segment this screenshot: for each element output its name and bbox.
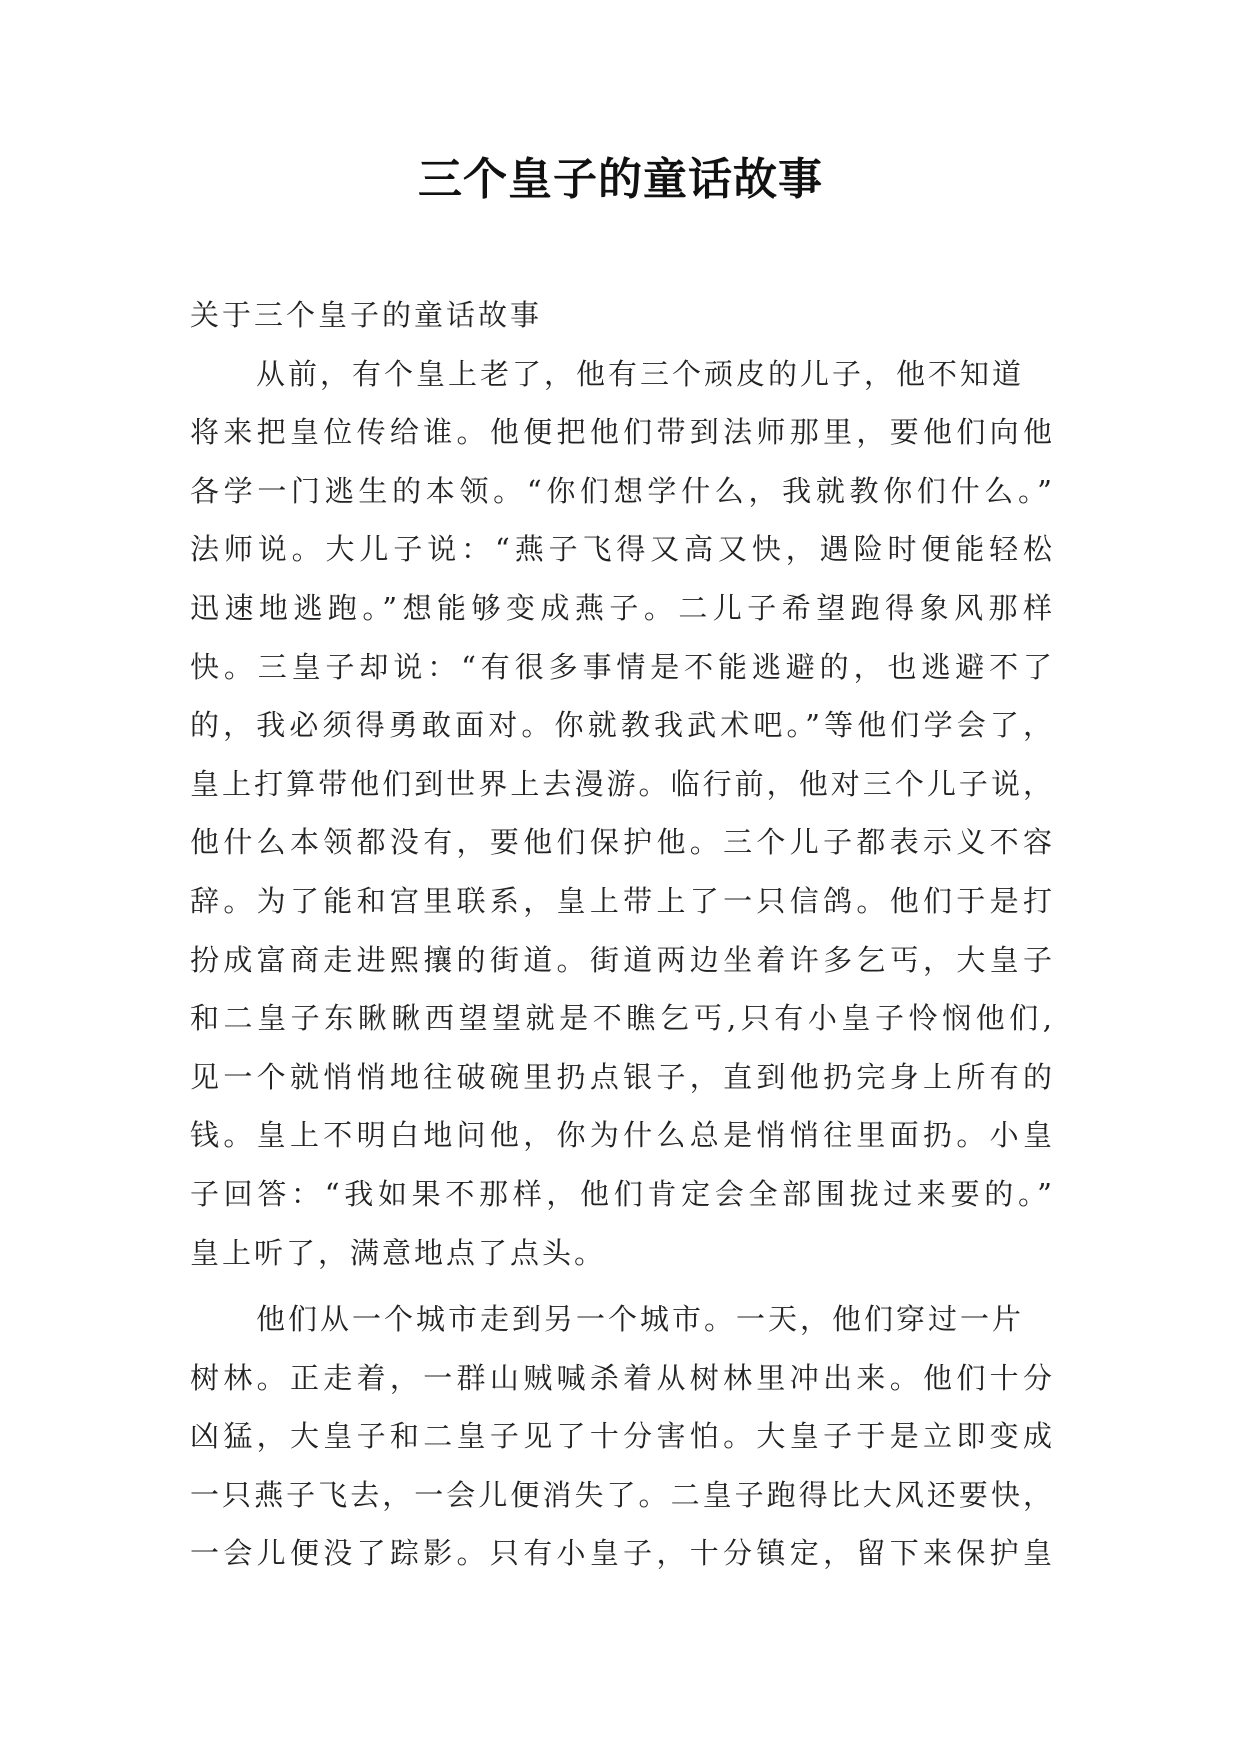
text-line: 法师说。大儿子说：“燕子飞得又高又快，遇险时便能轻松: [190, 532, 1052, 567]
text-line: 一会儿便没了踪影。只有小皇子，十分镇定，留下来保护皇: [190, 1536, 1052, 1571]
text-line: 各学一门逃生的本领。“你们想学什么，我就教你们什么。”: [190, 473, 1052, 508]
document-title: 三个皇子的童话故事: [418, 154, 823, 205]
text-line: 将来把皇位传给谁。他便把他们带到法师那里，要他们向他: [190, 415, 1052, 450]
document-body: [190, 286, 1052, 1583]
text-line: 他们从一个城市走到另一个城市。一天，他们穿过一片: [256, 1302, 1025, 1337]
text-line: 子回答：“我如果不那样，他们肯定会全部围拢过来要的。”: [190, 1176, 1052, 1211]
text-line: 皇上打算带他们到世界上去漫游。临行前，他对三个儿子说，: [190, 766, 1052, 801]
text-line: 一只燕子飞去，一会儿便消失了。二皇子跑得比大风还要快，: [190, 1477, 1052, 1512]
text-line: 皇上听了，满意地点了点头。: [190, 1235, 607, 1270]
paragraph-gap: [190, 1282, 1052, 1290]
text-line: 迅速地逃跑。”想能够变成燕子。二儿子希望跑得象风那样: [190, 590, 1052, 625]
text-line: 他什么本领都没有，要他们保护他。三个儿子都表示义不容: [190, 825, 1052, 860]
text-line: 的，我必须得勇敢面对。你就教我武术吧。”等他们学会了，: [190, 708, 1052, 743]
text-line: 树林。正走着，一群山贼喊杀着从树林里冲出来。他们十分: [190, 1360, 1052, 1395]
text-line: 钱。皇上不明白地问他，你为什么总是悄悄往里面扔。小皇: [190, 1118, 1052, 1153]
paragraph-1: [190, 345, 1052, 1283]
paragraph-2: [190, 1290, 1052, 1583]
text-line: 凶猛，大皇子和二皇子见了十分害怕。大皇子于是立即变成: [190, 1419, 1052, 1454]
document-subtitle: 关于三个皇子的童话故事: [190, 298, 543, 332]
text-line: 从前，有个皇上老了，他有三个顽皮的儿子，他不知道: [256, 356, 1025, 391]
text-line: 和二皇子东瞅瞅西望望就是不瞧乞丐,只有小皇子怜悯他们,: [190, 1001, 1052, 1036]
text-line: 快。三皇子却说：“有很多事情是不能逃避的，也逃避不了: [190, 649, 1052, 684]
text-line: 辞。为了能和宫里联系，皇上带上了一只信鸽。他们于是打: [190, 883, 1052, 918]
text-line: 扮成富商走进熙攘的街道。街道两边坐着许多乞丐，大皇子: [190, 942, 1052, 977]
text-line: 见一个就悄悄地往破碗里扔点银子，直到他扔完身上所有的: [190, 1059, 1052, 1094]
